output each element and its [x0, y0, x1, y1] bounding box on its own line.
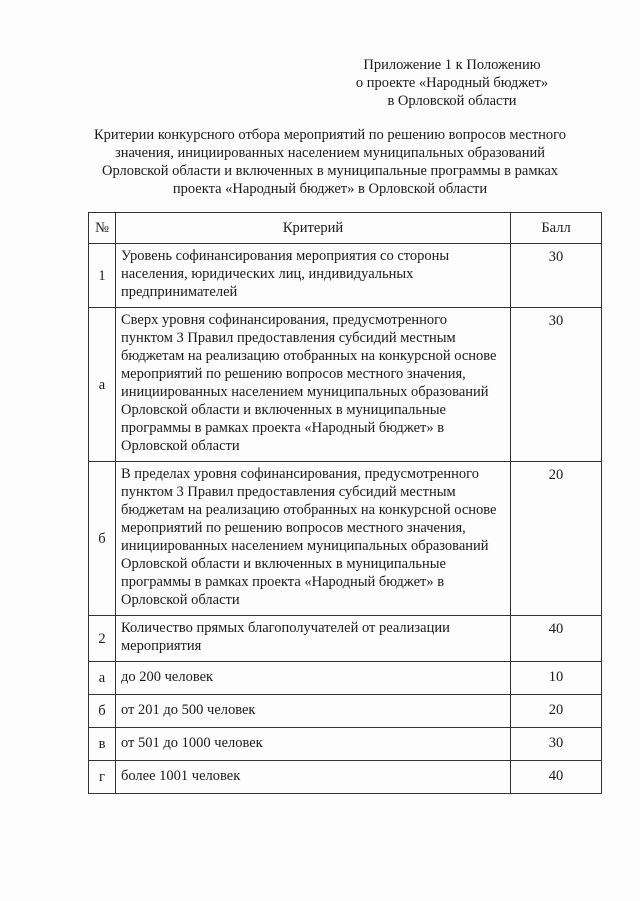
- row-criterion: Уровень софинансирования мероприятия со стороны населения, юридических лиц, индивидуальных предпринимателей: [116, 244, 511, 308]
- row-score: 20: [511, 462, 602, 616]
- row-criterion: от 501 до 1000 человек: [116, 728, 511, 761]
- title-line: Критерии конкурсного отбора мероприятий по решению вопросов местного: [93, 127, 567, 143]
- column-header-number: №: [89, 213, 116, 244]
- row-score: 40: [511, 761, 602, 794]
- row-score: 30: [511, 728, 602, 761]
- row-score: 40: [511, 616, 602, 662]
- table-row: [89, 308, 602, 462]
- row-number: в: [89, 728, 116, 761]
- title-line: проекта «Народный бюджет» в Орловской области: [172, 181, 488, 197]
- row-number: г: [89, 761, 116, 794]
- appendix-line: в Орловской области: [387, 93, 517, 109]
- table-header-row: [89, 213, 602, 244]
- table-row: [89, 662, 602, 695]
- row-score: 30: [511, 244, 602, 308]
- table-row: [89, 695, 602, 728]
- table-row: [89, 616, 602, 662]
- row-score: 30: [511, 308, 602, 462]
- row-number: б: [89, 462, 116, 616]
- appendix-line: Приложение 1 к Положению: [363, 57, 541, 73]
- column-header-score: Балл: [511, 213, 602, 244]
- row-criterion: до 200 человек: [116, 662, 511, 695]
- title-line: Орловской области и включенных в муниципальные программы в рамках: [101, 163, 559, 179]
- appendix-line: о проекте «Народный бюджет»: [355, 75, 549, 91]
- column-header-criterion: Критерий: [116, 213, 511, 244]
- title-line: значения, инициированных населением муниципальных образований: [114, 145, 546, 161]
- row-number: а: [89, 308, 116, 462]
- criteria-table: [88, 212, 602, 794]
- table-row: [89, 728, 602, 761]
- row-number: б: [89, 695, 116, 728]
- table-row: [89, 761, 602, 794]
- appendix-note: [322, 56, 582, 110]
- row-criterion: Сверх уровня софинансирования, предусмотренного пунктом 3 Правил предоставления субсидий местным бюджетам на реализацию отобранных на конкурсной основе мероприятий по решению вопросов местного значения, инициированных населением муниципальных образований Орловской области и включенных в муниципальные программы в рамках проекта «Народный бюджет» в Орловской области: [116, 308, 511, 462]
- row-score: 20: [511, 695, 602, 728]
- row-number: 1: [89, 244, 116, 308]
- table-row: [89, 462, 602, 616]
- table-row: [89, 244, 602, 308]
- row-criterion: В пределах уровня софинансирования, предусмотренного пунктом 3 Правил предоставления субсидий местным бюджетам на реализацию отобранных на конкурсной основе мероприятий по решению вопросов местного значения, инициированных населением муниципальных образований Орловской области и включенных в муниципальные программы в рамках проекта «Народный бюджет» в Орловской области: [116, 462, 511, 616]
- row-number: 2: [89, 616, 116, 662]
- row-criterion: Количество прямых благополучателей от реализации мероприятия: [116, 616, 511, 662]
- document-title: [80, 126, 580, 198]
- row-number: а: [89, 662, 116, 695]
- row-criterion: от 201 до 500 человек: [116, 695, 511, 728]
- row-score: 10: [511, 662, 602, 695]
- row-criterion: более 1001 человек: [116, 761, 511, 794]
